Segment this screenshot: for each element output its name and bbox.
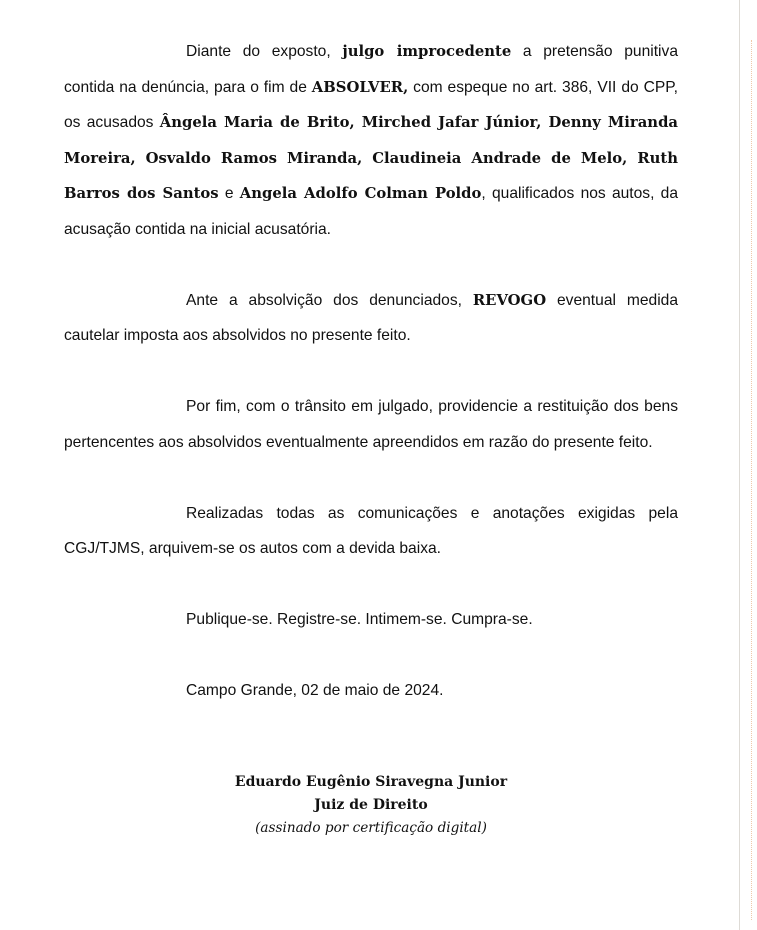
paragraph-revocation xyxy=(64,283,678,354)
verdict-emphasis-2: ABSOLVER, xyxy=(311,78,409,96)
paragraph-publish: Publique-se. Registre-se. Intimem-se. Cumpra-se. xyxy=(186,611,533,628)
signature-block xyxy=(64,771,678,840)
place-date: Campo Grande, 02 de maio de 2024. xyxy=(186,682,444,699)
revocation-text-2: eventual medida cautelar imposta aos absolvidos no presente feito. xyxy=(64,291,679,344)
paragraph-gap xyxy=(64,247,678,283)
revocation-emphasis: REVOGO xyxy=(472,291,547,309)
verdict-text-5: , qualificados nos autos, da acusação contida na inicial acusatória. xyxy=(64,185,679,238)
paragraph-restitution: Por fim, com o trânsito em julgado, providencie a restituição dos bens pertencentes aos absolvidos eventualmente apreendidos em razão do presente feito. xyxy=(64,398,678,451)
verdict-text-4: e xyxy=(218,185,240,202)
verdict-text-2: a pretensão punitiva contida na denúncia, para o fim de xyxy=(64,43,678,96)
paragraph-gap xyxy=(64,567,678,603)
verdict-text-1: Diante do exposto, xyxy=(186,43,343,60)
paragraph-gap xyxy=(64,460,678,496)
paragraph-verdict xyxy=(64,34,678,247)
signer-role: Juiz de Direito xyxy=(314,797,428,813)
defendant-name-last: Angela Adolfo Colman Poldo xyxy=(239,185,482,202)
signature-note: (assinado por certificação digital) xyxy=(255,820,487,836)
page-edge-dots xyxy=(751,40,752,920)
paragraph-archive: Realizadas todas as comunicações e anotações exigidas pela CGJ/TJMS, arquivem-se os autos com a devida baixa. xyxy=(64,504,678,557)
revocation-text-1: Ante a absolvição dos denunciados, xyxy=(186,291,473,309)
document-body xyxy=(64,34,678,709)
verdict-emphasis-1: julgo improcedente xyxy=(342,43,512,60)
page-edge-line xyxy=(739,0,740,930)
defendants-names: Ângela Maria de Brito, Mirched Jafar Júnior, Denny Miranda Moreira, Osvaldo Ramos Miranda, Claudineia Andrade de Melo, Ruth Barros dos Santos xyxy=(64,114,679,202)
signer-name: Eduardo Eugênio Siravegna Junior xyxy=(234,774,508,790)
paragraph-gap xyxy=(64,354,678,390)
paragraph-gap xyxy=(64,638,678,674)
verdict-text-3: com espeque no art. 386, VII do CPP, os acusados xyxy=(64,78,678,131)
